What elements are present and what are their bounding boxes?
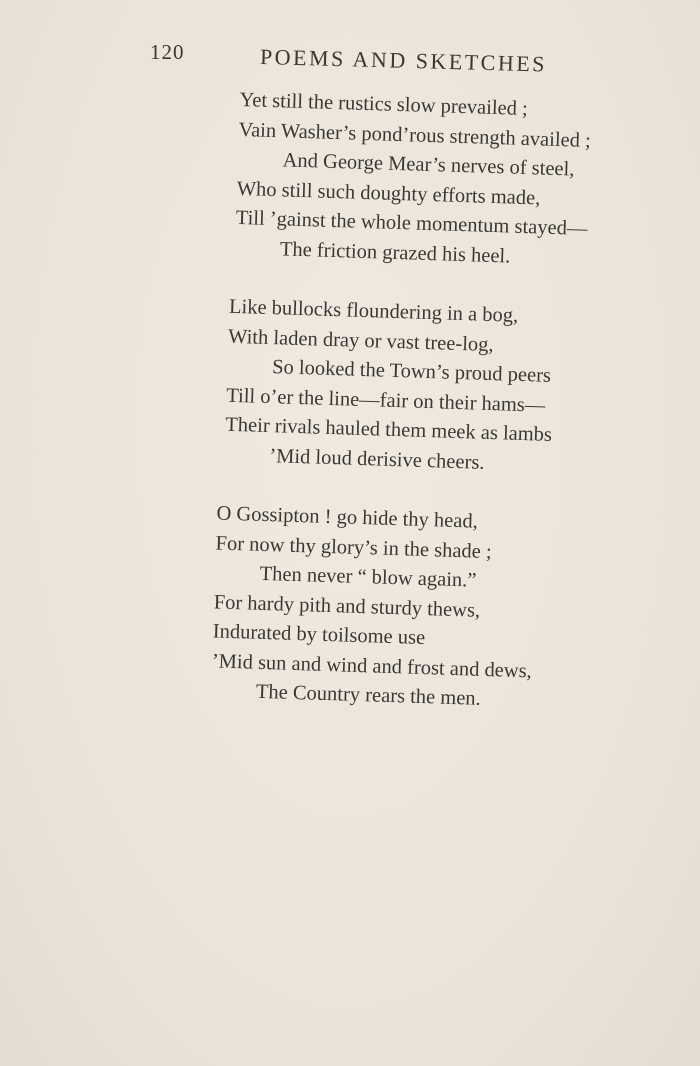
poem-line: ’Mid loud derisive cheers. bbox=[269, 444, 485, 474]
poem bbox=[211, 86, 680, 750]
poem-line: Then never “ blow again.” bbox=[259, 562, 477, 592]
poem-line: Their rivals hauled them meek as lambs bbox=[225, 413, 553, 446]
running-head bbox=[150, 38, 590, 78]
poem-line: For now thy glory’s in the shade ; bbox=[215, 531, 493, 563]
poem-line: With laden dray or vast tree-log, bbox=[227, 325, 494, 356]
poem-line: Yet still the rustics slow prevailed ; bbox=[239, 88, 529, 121]
poem-line: The Country rears the men. bbox=[255, 680, 482, 710]
poem-line: ’Mid sun and wind and frost and dews, bbox=[211, 649, 533, 682]
page-number: 120 bbox=[150, 40, 185, 64]
poem-line: And George Mear’s nerves of steel, bbox=[282, 149, 575, 181]
poem-line: Till ’gainst the whole momentum stayed— bbox=[235, 206, 588, 240]
poem-line: O Gossipton ! go hide thy head, bbox=[216, 502, 479, 533]
running-title: POEMS AND SKETCHES bbox=[259, 44, 548, 77]
poem-line: So looked the Town’s proud peers bbox=[271, 356, 552, 387]
poem-line: Like bullocks floundering in a bog, bbox=[228, 295, 519, 327]
poem-line: The friction grazed his heel. bbox=[279, 237, 511, 268]
poem-line: Vain Washer’s pond’rous strength availed ; bbox=[238, 118, 592, 152]
poem-line: Indurated by toilsome use bbox=[212, 620, 426, 650]
poem-line: Who still such doughty efforts made, bbox=[236, 177, 541, 209]
poem-line: For hardy pith and sturdy thews, bbox=[213, 590, 481, 622]
stanza bbox=[224, 293, 673, 484]
stanza bbox=[211, 499, 667, 720]
stanza bbox=[234, 86, 679, 277]
poem-line: Till o’er the line—fair on their hams— bbox=[225, 384, 546, 417]
